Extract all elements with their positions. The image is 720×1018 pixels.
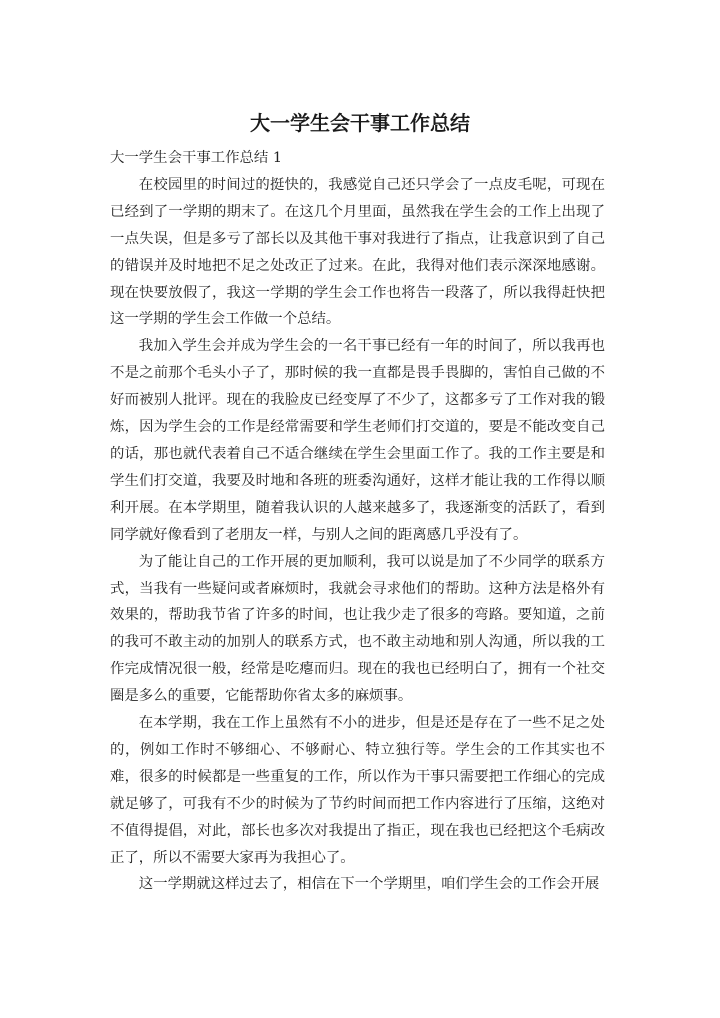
document-title: 大一学生会干事工作总结 (250, 111, 470, 135)
paragraph-1: 在校园里的时间过的挺快的，我感觉自己还只学会了一点皮毛呢，可现在已经到了一学期的期末了。在这几个月里面，虽然我在学生会的工作上出现了一点失误，但是多亏了部长以及其他干事对我进行了指点，让我意识到了自己的错误并及时地把不足之处改正了过来。在此，我得对他们表示深深地感谢。现在快要放假了，我这一学期的学生会工作也将告一段落了，所以我得赶快把这一学期的学生会工作做一个总结。 (110, 176, 605, 328)
paragraph-5: 这一学期就这样过去了，相信在下一个学期里，咱们学生会的工作会开展 (138, 876, 600, 893)
paragraph-2: 我加入学生会并成为学生会的一名干事已经有一年的时间了，所以我再也不是之前那个毛头小子了，那时候的我一直都是畏手畏脚的，害怕自己做的不好而被别人批评。现在的我脸皮已经变厚了不少了，这都多亏了工作对我的锻炼，因为学生会的工作是经常需要和学生老师们打交道的，要是不能改变自己的话，那也就代表着自己不适合继续在学生会里面工作了。我的工作主要是和学生们打交道，我要及时地和各班的班委沟通好，这样才能让我的工作得以顺利开展。在本学期里，随着我认识的人越来越多了，我逐渐变的活跃了，看到同学就好像看到了老朋友一样，与别人之间的距离感几乎没有了。 (110, 338, 605, 543)
paragraph-4: 在本学期，我在工作上虽然有不小的进步，但是还是存在了一些不足之处的，例如工作时不够细心、不够耐心、特立独行等。学生会的工作其实也不难，很多的时候都是一些重复的工作，所以作为干事只需要把工作细心的完成就足够了，可我有不少的时候为了节约时间而把工作内容进行了压缩，这绝对不值得提倡，对此，部长也多次对我提出了指正，现在我也已经把这个毛病改正了，所以不需要大家再为我担心了。 (110, 715, 605, 866)
document-body (110, 145, 605, 898)
paragraph-3: 为了能让自己的工作开展的更加顺利，我可以说是加了不少同学的联系方式，当我有一些疑问或者麻烦时，我就会寻求他们的帮助。这种方法是格外有效果的，帮助我节省了许多的时间，也让我少走了很多的弯路。要知道，之前的我可不敢主动的加别人的联系方式，也不敢主动地和别人沟通，所以我的工作完成情况很一般，经常是吃瘪而归。现在的我也已经明白了，拥有一个社交圈是多么的重要，它能帮助你省太多的麻烦事。 (110, 553, 605, 705)
section-heading: 大一学生会干事工作总结 1 (110, 150, 283, 166)
